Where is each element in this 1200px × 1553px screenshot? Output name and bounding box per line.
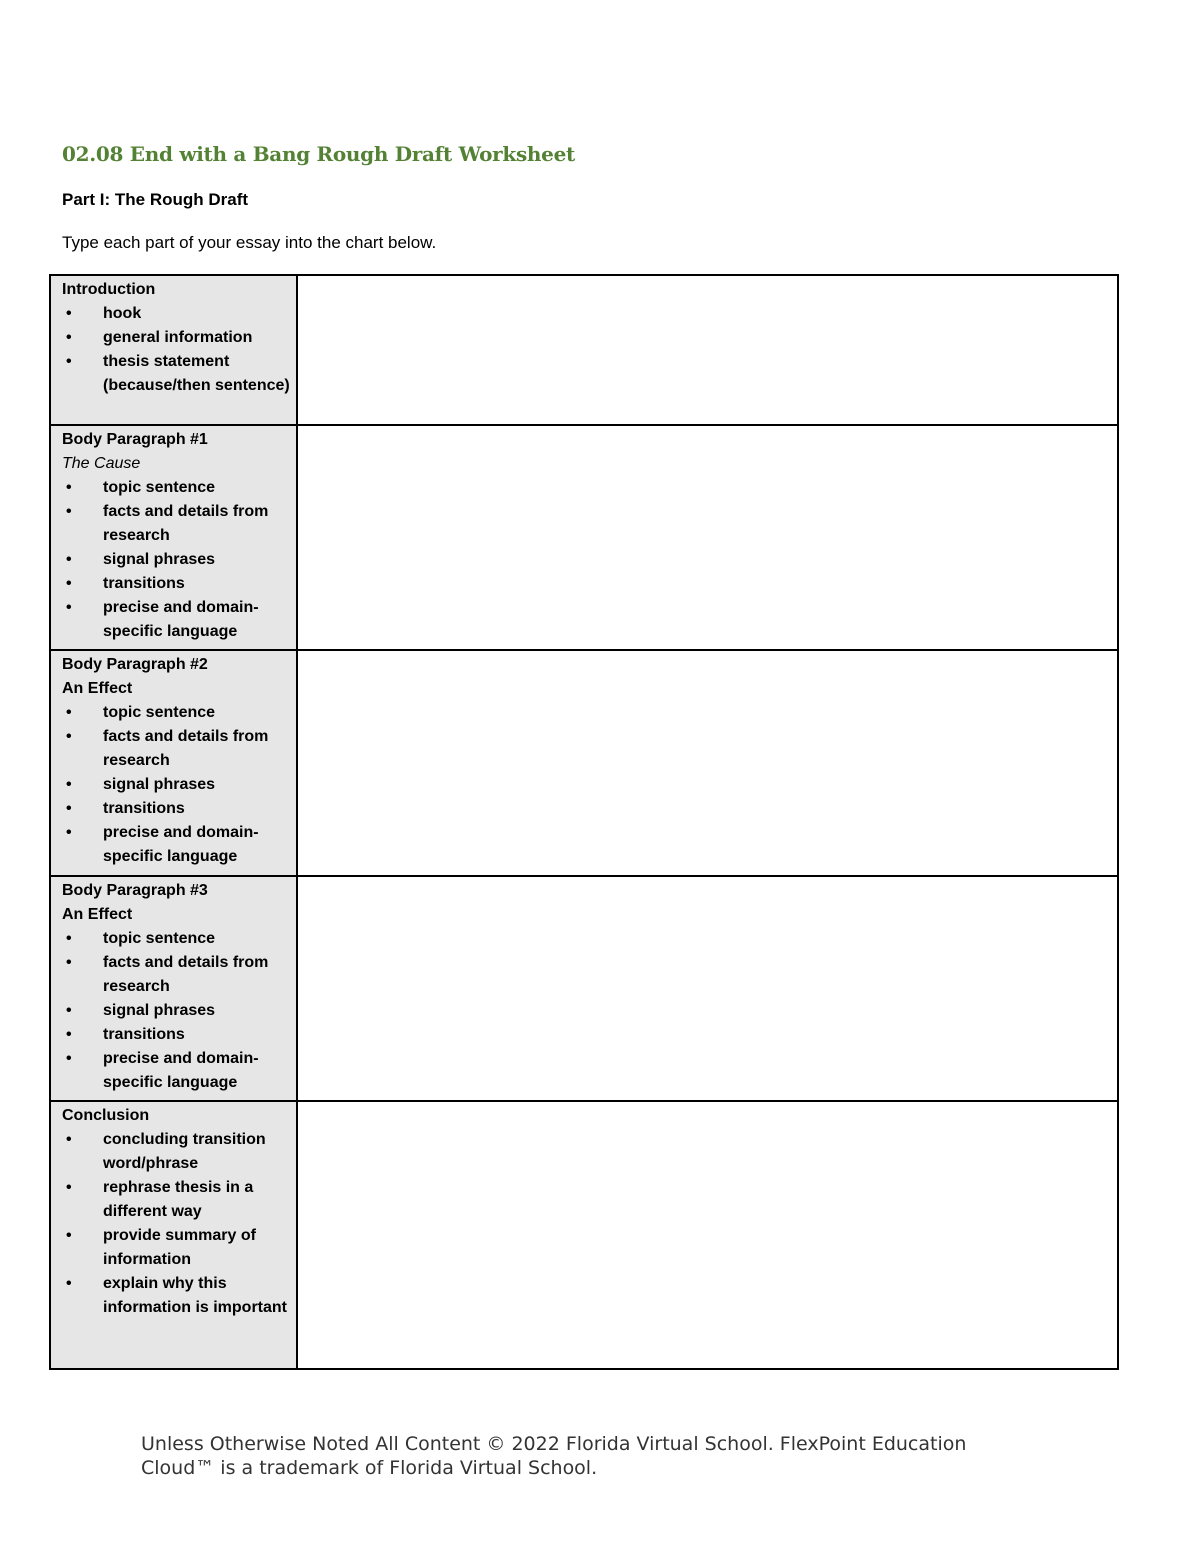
copyright-footer: Unless Otherwise Noted All Content © 2022 Florida Virtual School. FlexPoint Education Cloud™ is a trademark of Florida Virtual School.	[141, 1433, 967, 1479]
requirement-list	[62, 302, 290, 398]
label-cell-introduction	[50, 275, 297, 425]
requirement-item: • general information	[62, 326, 290, 350]
chart-row-conclusion	[50, 1101, 1118, 1369]
requirement-list	[62, 1128, 290, 1320]
row-heading: Body Paragraph #3	[62, 882, 208, 899]
requirement-item: • precise and domain-specific language	[62, 596, 290, 644]
label-cell-body-paragraph-3	[50, 876, 297, 1101]
label-cell-body-paragraph-2	[50, 650, 297, 876]
requirement-item: • topic sentence	[62, 927, 290, 951]
requirement-item: • facts and details from research	[62, 951, 290, 999]
chart-row-introduction	[50, 275, 1118, 425]
requirement-list	[62, 927, 290, 1095]
requirement-item: • signal phrases	[62, 773, 290, 797]
requirement-item: • provide summary of information	[62, 1224, 290, 1272]
requirement-item: • transitions	[62, 1023, 290, 1047]
rough-draft-chart	[49, 274, 1119, 1370]
requirement-item: • topic sentence	[62, 476, 290, 500]
answer-cell-conclusion[interactable]	[297, 1101, 1118, 1369]
requirement-item: • topic sentence	[62, 701, 290, 725]
row-subheading: An Effect	[62, 906, 133, 923]
row-heading: Body Paragraph #2	[62, 656, 208, 673]
requirement-item: • precise and domain-specific language	[62, 1047, 290, 1095]
requirement-item: • transitions	[62, 572, 290, 596]
answer-cell-body-paragraph-3[interactable]	[297, 876, 1118, 1101]
requirement-item: • transitions	[62, 797, 290, 821]
requirement-item: • facts and details from research	[62, 500, 290, 548]
requirement-item: • facts and details from research	[62, 725, 290, 773]
requirement-item: • thesis statement (because/then sentence)	[62, 350, 290, 398]
answer-cell-introduction[interactable]	[297, 275, 1118, 425]
requirement-item: • signal phrases	[62, 548, 290, 572]
label-cell-body-paragraph-1	[50, 425, 297, 650]
row-heading: Body Paragraph #1	[62, 431, 208, 448]
part-label: Part I: The Rough Draft	[62, 190, 249, 209]
instructions: Type each part of your essay into the chart below.	[62, 233, 437, 252]
row-subheading: The Cause	[62, 455, 141, 472]
chart-row-body-paragraph-1	[50, 425, 1118, 650]
answer-cell-body-paragraph-1[interactable]	[297, 425, 1118, 650]
worksheet-title: 02.08 End with a Bang Rough Draft Worksheet	[62, 142, 575, 166]
requirement-list	[62, 701, 290, 869]
requirement-item: • hook	[62, 302, 290, 326]
chart-row-body-paragraph-2	[50, 650, 1118, 876]
row-heading: Conclusion	[62, 1107, 150, 1124]
label-cell-conclusion	[50, 1101, 297, 1369]
requirement-item: • precise and domain-specific language	[62, 821, 290, 869]
chart-row-body-paragraph-3	[50, 876, 1118, 1101]
requirement-item: • concluding transition word/phrase	[62, 1128, 290, 1176]
requirement-list	[62, 476, 290, 644]
row-subheading: An Effect	[62, 680, 133, 697]
requirement-item: • signal phrases	[62, 999, 290, 1023]
row-heading: Introduction	[62, 281, 156, 298]
answer-cell-body-paragraph-2[interactable]	[297, 650, 1118, 876]
requirement-item: • rephrase thesis in a different way	[62, 1176, 290, 1224]
requirement-item: • explain why this information is important	[62, 1272, 290, 1320]
